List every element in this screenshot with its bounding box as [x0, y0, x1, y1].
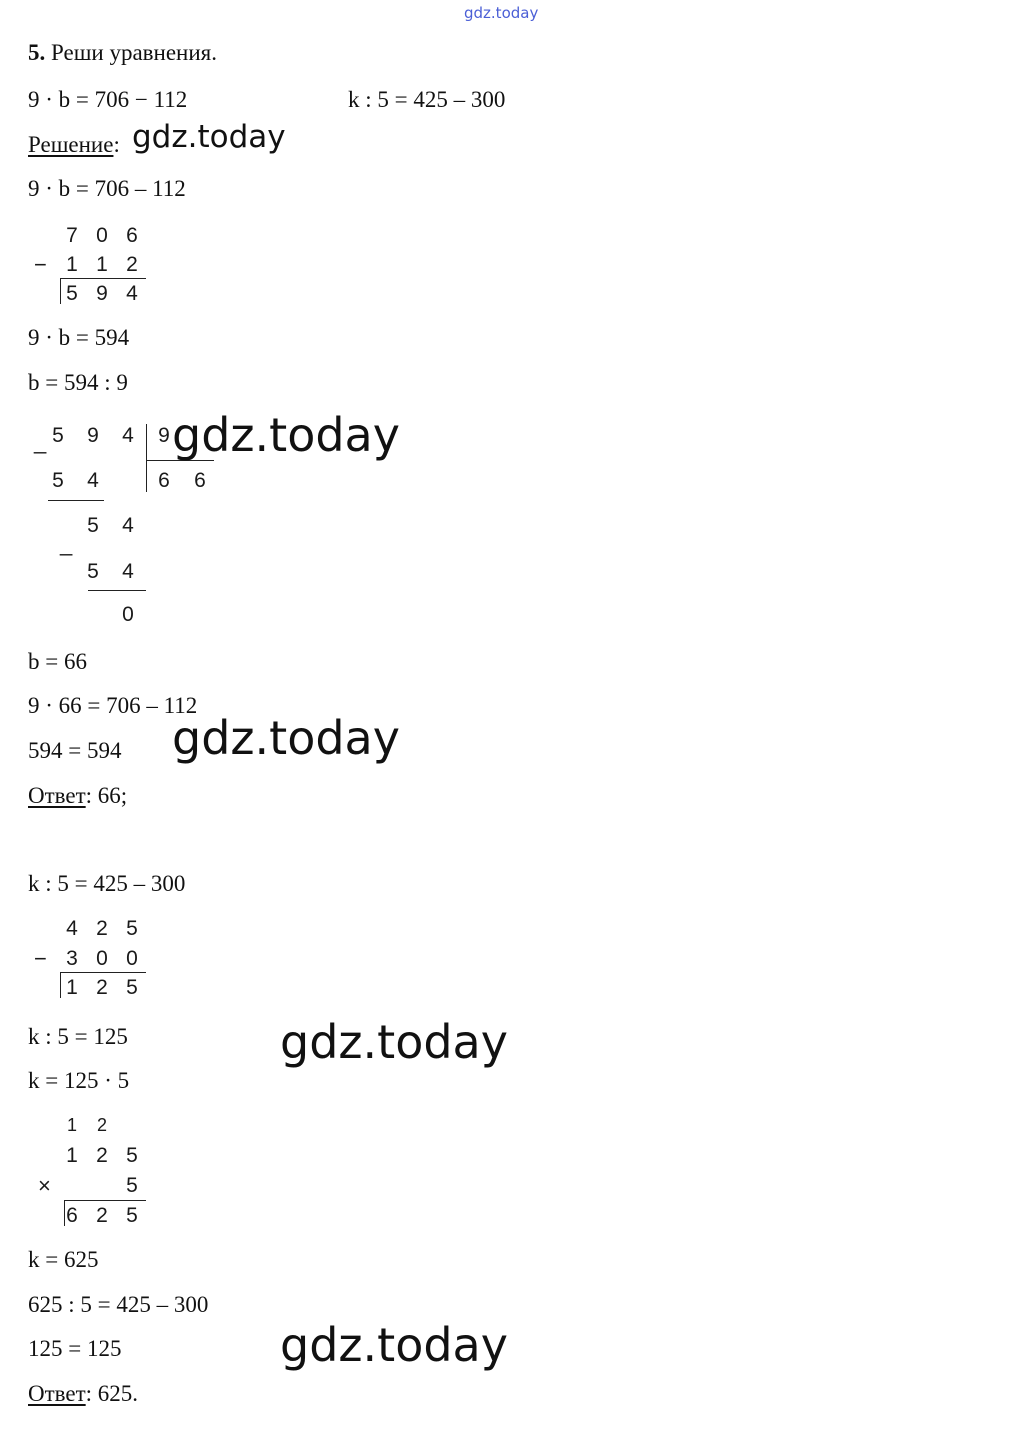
p2-answer-label: Ответ: [28, 1381, 86, 1406]
p2-mul-result-digit: 2: [96, 1204, 108, 1227]
p2-sub-line: [60, 972, 146, 973]
p1-sub-subtrahend-digit: 1: [66, 253, 78, 276]
p1-answer-label: Ответ: [28, 783, 86, 808]
watermark-4: gdz.today: [280, 1015, 508, 1069]
p1-sub-minuend-digit: 6: [126, 224, 138, 247]
p1-div-bracket-vertical: [146, 424, 147, 492]
p2-answer-line: [28, 1381, 138, 1407]
watermark-2: gdz.today: [172, 408, 400, 462]
p1-line-3: b = 594 : 9: [28, 370, 128, 395]
p2-sub-result-digit: 1: [66, 976, 78, 999]
task-title: Реши уравнения.: [51, 40, 217, 65]
p2-mul-multiplicand-digit: 1: [66, 1144, 78, 1167]
equation-1: 9 · b = 706 − 112: [28, 87, 188, 112]
p1-div-line-1: [48, 500, 104, 501]
p1-sub-minuend-digit: 0: [96, 224, 108, 247]
p1-div-dividend-digit: 4: [122, 424, 134, 447]
p2-mul-result-digit: 6: [66, 1204, 78, 1227]
p2-sub-result-digit: 2: [96, 976, 108, 999]
p2-mul-multiplier: 5: [126, 1174, 138, 1197]
p1-answer-value: : 66;: [85, 783, 128, 808]
watermark-3: gdz.today: [172, 711, 400, 765]
p2-sub-minuend-digit: 5: [126, 917, 138, 940]
p1-div-divisor: 9: [158, 424, 170, 447]
p1-sub-result-digit: 5: [66, 282, 78, 305]
p1-answer-line: [28, 783, 127, 809]
task-number: 5.: [28, 40, 46, 65]
p1-line-2: 9 · b = 594: [28, 325, 130, 350]
solution-colon: :: [113, 132, 120, 157]
p1-div-minus-sign-2: _: [60, 531, 73, 556]
p1-div-line-2: [88, 590, 146, 591]
p1-div-step2-digit: 4: [122, 514, 134, 537]
p1-sub-minus-sign: −: [34, 252, 47, 277]
p1-line-4: b = 66: [28, 649, 87, 674]
p2-sub-minus-sign: −: [34, 946, 47, 971]
p2-line-5: 625 : 5 = 425 – 300: [28, 1292, 209, 1317]
task-header: [28, 40, 217, 66]
p1-sub-line: [60, 278, 146, 279]
p2-mul-carry-digit: 2: [96, 1115, 107, 1135]
p2-mul-times-sign: ×: [38, 1173, 51, 1198]
p2-line-6: 125 = 125: [28, 1336, 122, 1361]
p1-line-5: 9 · 66 = 706 – 112: [28, 693, 198, 718]
p1-sub-result-digit: 9: [96, 282, 108, 305]
p1-div-quotient-digit: 6: [158, 469, 170, 492]
p2-sub-result-digit: 5: [126, 976, 138, 999]
p1-sub-result-digit: 4: [126, 282, 138, 305]
p1-div-step1-digit: 4: [87, 469, 99, 492]
p1-div-step3-digit: 4: [122, 560, 134, 583]
p2-sub-subtrahend-digit: 3: [66, 947, 78, 970]
p1-sub-vertical: [60, 278, 61, 304]
p2-sub-subtrahend-digit: 0: [126, 947, 138, 970]
p1-div-dividend-digit: 5: [52, 424, 64, 447]
p2-answer-value: : 625.: [85, 1381, 139, 1406]
p1-line-6: 594 = 594: [28, 738, 122, 763]
p1-div-step3-digit: 5: [87, 560, 99, 583]
p2-sub-subtrahend-digit: 0: [96, 947, 108, 970]
p2-sub-minuend-digit: 2: [96, 917, 108, 940]
solution-label-line: [28, 132, 120, 158]
p2-line-2: k : 5 = 125: [28, 1024, 128, 1049]
p1-sub-subtrahend-digit: 1: [96, 253, 108, 276]
p1-div-step1-digit: 5: [52, 469, 64, 492]
p1-div-quotient-digit: 6: [194, 469, 206, 492]
p2-line-1: k : 5 = 425 – 300: [28, 871, 186, 896]
p2-line-3: k = 125 · 5: [28, 1068, 130, 1093]
watermark-top: gdz.today: [464, 4, 539, 22]
p1-div-remainder: 0: [122, 603, 134, 626]
p2-mul-multiplicand-digit: 2: [96, 1144, 108, 1167]
watermark-1: gdz.today: [132, 119, 286, 155]
p2-sub-minuend-digit: 4: [66, 917, 78, 940]
p1-div-step2-digit: 5: [87, 514, 99, 537]
p1-line-1: 9 · b = 706 – 112: [28, 176, 186, 201]
p1-div-minus-sign: _: [34, 429, 47, 454]
watermark-5: gdz.today: [280, 1318, 508, 1372]
p2-sub-vertical: [60, 972, 61, 998]
p1-sub-minuend-digit: 7: [66, 224, 78, 247]
p2-line-4: k = 625: [28, 1247, 99, 1272]
equation-2: k : 5 = 425 – 300: [348, 87, 506, 112]
p1-div-dividend-digit: 9: [87, 424, 99, 447]
p2-mul-multiplicand-digit: 5: [126, 1144, 138, 1167]
p1-sub-subtrahend-digit: 2: [126, 253, 138, 276]
solution-label: Решение: [28, 132, 114, 157]
p2-mul-carry-digit: 1: [66, 1115, 77, 1135]
p2-mul-line: [64, 1200, 146, 1201]
p2-mul-result-digit: 5: [126, 1204, 138, 1227]
